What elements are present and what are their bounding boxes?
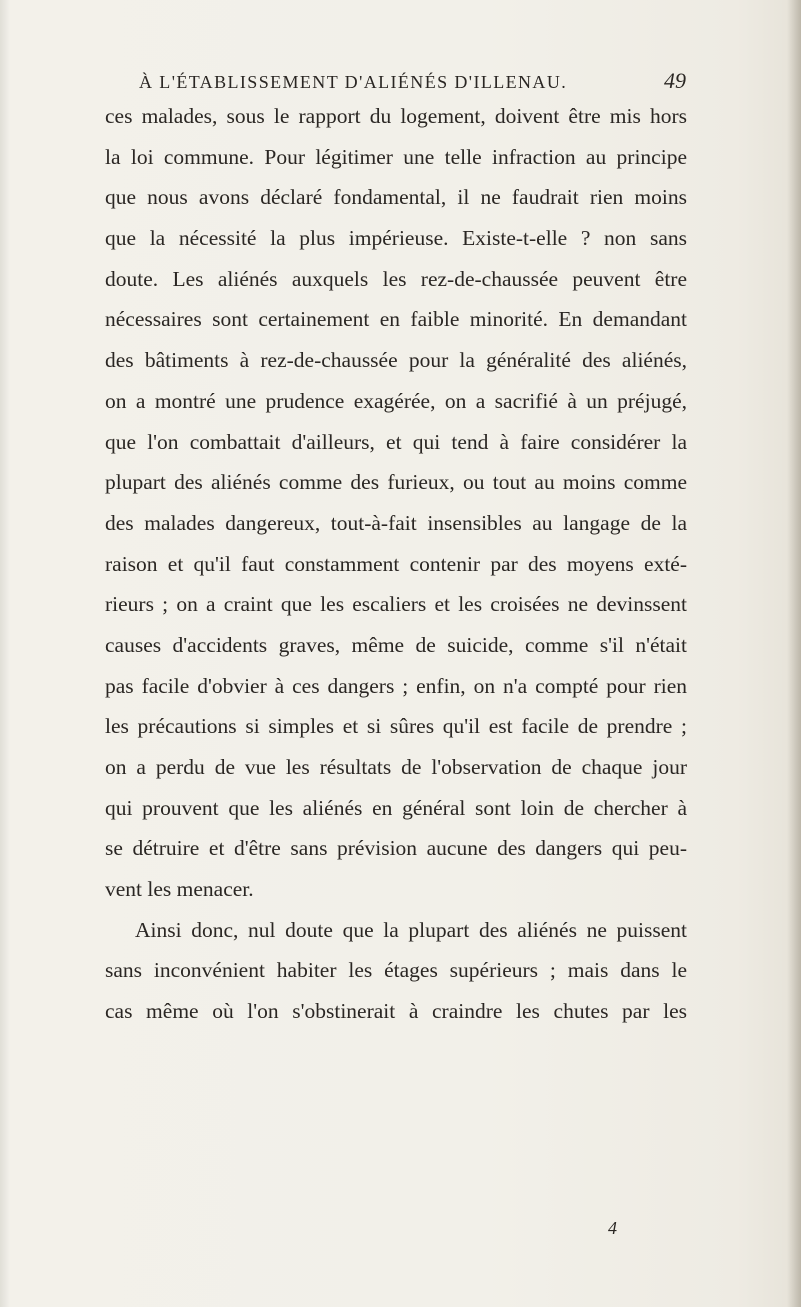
text-line: que la nécessité la plus impérieuse. Existe-t-elle ? non sans bbox=[105, 226, 687, 251]
text-line: pas facile d'obvier à ces dangers ; enfin, on n'a compté pour rien bbox=[105, 673, 687, 698]
text-line: plupart des aliénés comme des furieux, ou tout au moins comme bbox=[105, 470, 687, 495]
text-line: cas même où l'on s'obstinerait à craindre les chutes par les bbox=[105, 999, 687, 1024]
body-text bbox=[105, 96, 687, 1032]
text-line: se détruire et d'être sans prévision aucune des dangers qui peu- bbox=[105, 836, 687, 861]
signature-mark: 4 bbox=[608, 1218, 617, 1238]
text-line: rieurs ; on a craint que les escaliers et les croisées ne devinssent bbox=[105, 592, 687, 617]
text-line: doute. Les aliénés auxquels les rez-de-chaussée peuvent être bbox=[105, 266, 687, 291]
text-line: causes d'accidents graves, même de suicide, comme s'il n'était bbox=[105, 632, 687, 657]
text-line: que nous avons déclaré fondamental, il ne faudrait rien moins bbox=[105, 185, 687, 210]
text-line: ces malades, sous le rapport du logement, doivent être mis hors bbox=[105, 104, 687, 128]
text-line: vent les menacer. bbox=[105, 877, 254, 902]
paragraph-start-line: Ainsi donc, nul doute que la plupart des aliénés ne puissent bbox=[135, 917, 687, 942]
text-line: les précautions si simples et si sûres qu'il est facile de prendre ; bbox=[105, 714, 687, 739]
text-line: nécessaires sont certainement en faible minorité. En demandant bbox=[105, 307, 687, 332]
text-line: sans inconvénient habiter les étages supérieurs ; mais dans le bbox=[105, 958, 687, 983]
binding-shadow bbox=[0, 0, 10, 1307]
text-line: qui prouvent que les aliénés en général sont loin de chercher à bbox=[105, 795, 687, 820]
text-line: des bâtiments à rez-de-chaussée pour la généralité des aliénés, bbox=[105, 348, 687, 373]
page-edge-shadow bbox=[787, 0, 801, 1307]
text-line: on a perdu de vue les résultats de l'observation de chaque jour bbox=[105, 755, 687, 779]
text-line: des malades dangereux, tout-à-fait insensibles au langage de la bbox=[105, 510, 687, 535]
text-line: on a montré une prudence exagérée, on a sacrifié à un préjugé, bbox=[105, 388, 687, 413]
page-number: 49 bbox=[664, 68, 686, 93]
text-line: que l'on combattait d'ailleurs, et qui tend à faire considérer la bbox=[105, 429, 687, 454]
running-head: À L'ÉTABLISSEMENT D'ALIÉNÉS D'ILLENAU. bbox=[139, 72, 568, 92]
text-line: raison et qu'il faut constamment contenir par des moyens exté- bbox=[105, 551, 687, 576]
text-line: la loi commune. Pour légitimer une telle infraction au principe bbox=[105, 144, 687, 169]
